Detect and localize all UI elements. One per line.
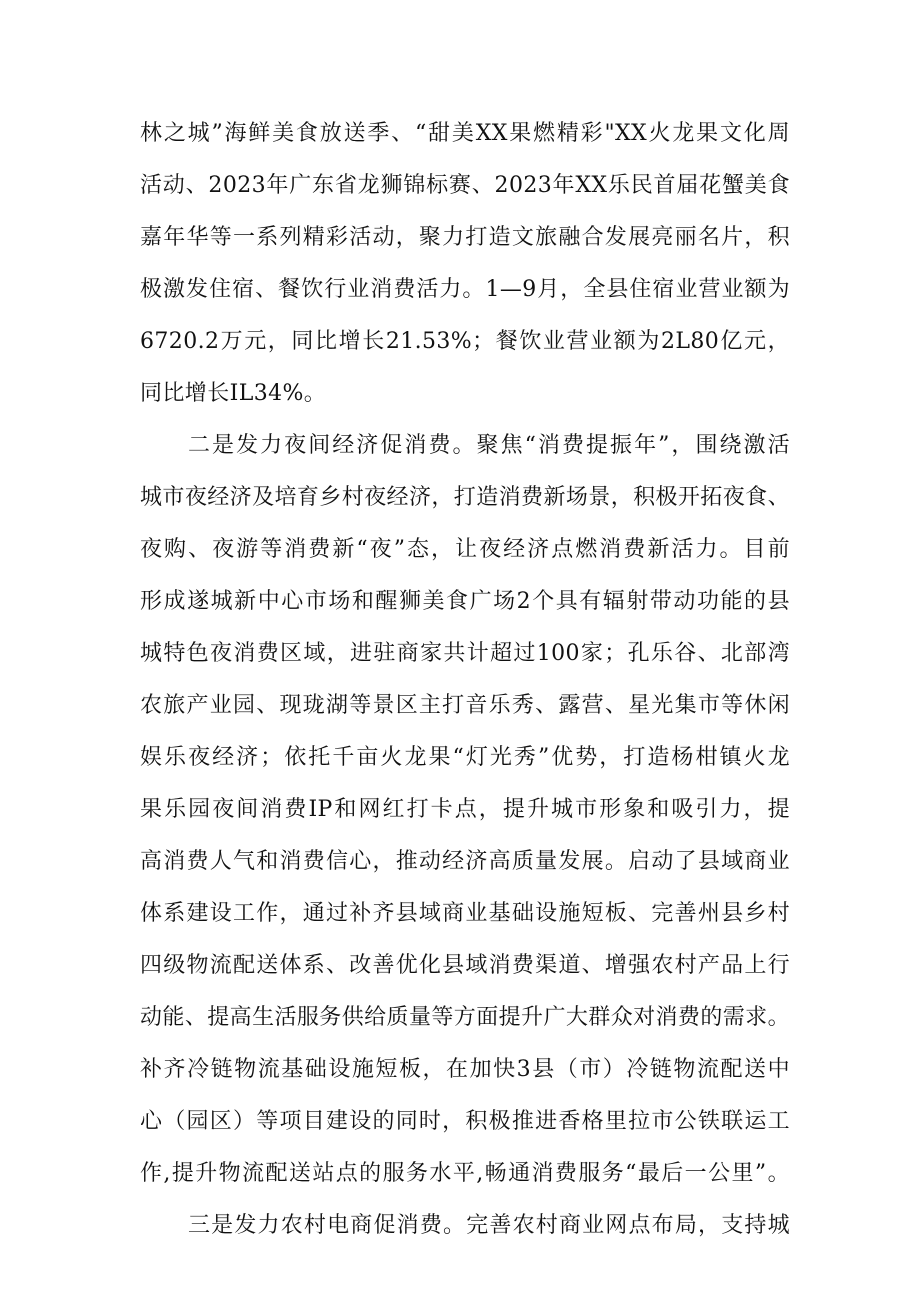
text-line: 城市夜经济及培育乡村夜经济，打造消费新场景，积极开拓夜食、 <box>140 485 790 510</box>
text-line: 农旅产业园、现珑湖等景区主打音乐秀、露营、星光集市等休闲 <box>140 693 790 718</box>
text-line: 嘉年华等一系列精彩活动，聚力打造文旅融合发展亮丽名片，积 <box>140 225 790 250</box>
text-line: 6720.2万元，同比增长21.53%；餐饮业营业额为2L80亿元， <box>140 329 790 354</box>
text-line: 城特色夜消费区域，进驻商家共计超过100家；孔乐谷、北部湾 <box>140 641 790 666</box>
text-line: 果乐园夜间消费IP和网红打卡点，提升城市形象和吸引力，提 <box>140 797 790 822</box>
text-line: 动能、提高生活服务供给质量等方面提升广大群众对消费的需求。 <box>140 1005 790 1030</box>
paragraph-first-line: 三是发力农村电商促消费。完善农村商业网点布局，支持城 <box>188 1213 790 1238</box>
text-line: 补齐冷链物流基础设施短板，在加快3县（市）冷链物流配送中 <box>140 1057 790 1082</box>
paragraph-first-line: 二是发力夜间经济促消费。聚焦“消费提振年”，围绕激活 <box>188 433 790 458</box>
text-line: 心（园区）等项目建设的同时，积极推进香格里拉市公铁联运工 <box>140 1109 790 1134</box>
text-line: 林之城”海鲜美食放送季、“甜美XX果燃精彩"XX火龙果文化周 <box>140 121 790 146</box>
text-line: 同比增长IL34%。 <box>140 381 327 406</box>
text-line: 四级物流配送体系、改善优化县域消费渠道、增强农村产品上行 <box>140 953 790 978</box>
text-line: 极激发住宿、餐饮行业消费活力。1—9月，全县住宿业营业额为 <box>140 277 790 302</box>
text-line: 娱乐夜经济；依托千亩火龙果“灯光秀”优势，打造杨柑镇火龙 <box>140 745 790 770</box>
text-line: 形成遂城新中心市场和醒狮美食广场2个具有辐射带动功能的县 <box>140 589 790 614</box>
text-line: 活动、2023年广东省龙狮锦标赛、2023年XX乐民首届花蟹美食 <box>140 173 790 198</box>
text-line: 体系建设工作，通过补齐县域商业基础设施短板、完善州县乡村 <box>140 901 790 926</box>
body-text <box>140 108 790 1252</box>
text-line: 作,提升物流配送站点的服务水平,畅通消费服务“最后一公里”。 <box>140 1161 790 1186</box>
text-line: 夜购、夜游等消费新“夜”态，让夜经济点燃消费新活力。目前 <box>140 537 790 562</box>
text-line: 高消费人气和消费信心，推动经济高质量发展。启动了县域商业 <box>140 849 790 874</box>
